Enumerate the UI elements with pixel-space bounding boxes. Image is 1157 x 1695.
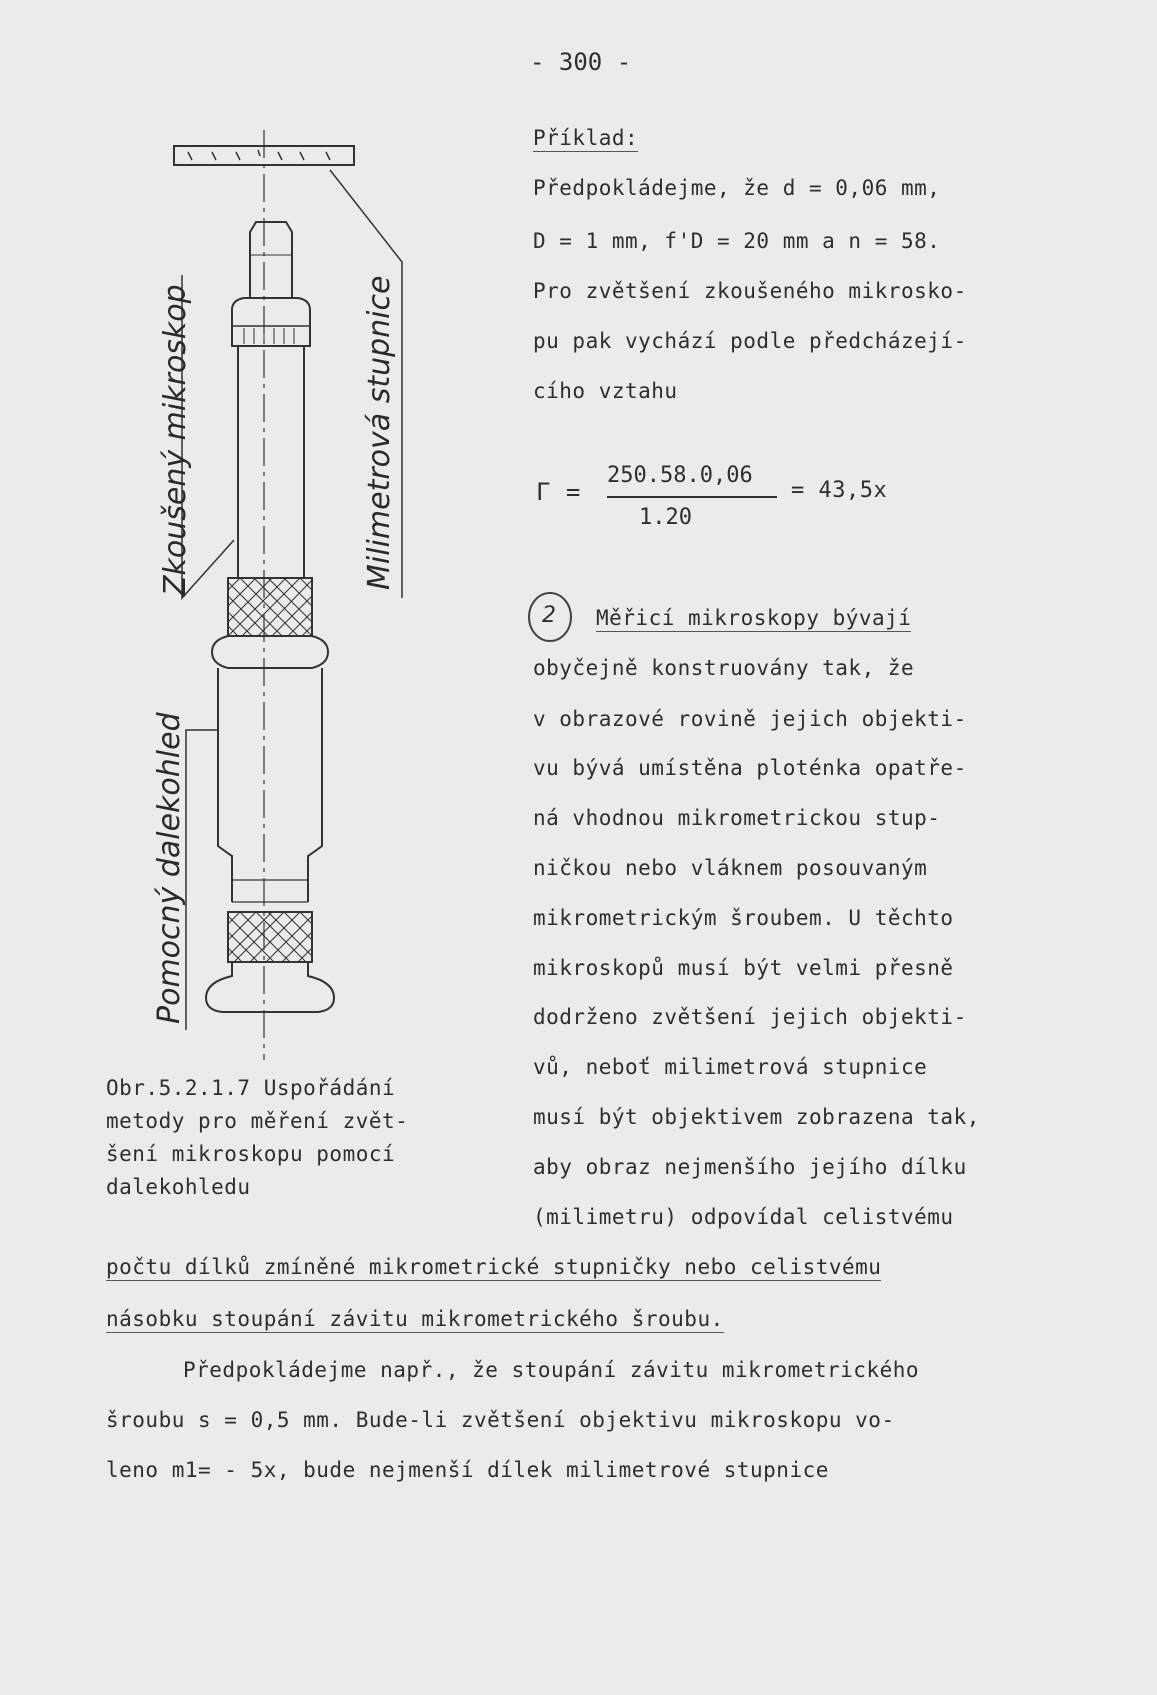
formula-numerator: 250.58.0,06: [607, 463, 753, 488]
paragraph-line: mikroskopů musí být velmi přesně: [533, 956, 954, 980]
label-auxiliary-telescope: Pomocný dalekohled: [152, 712, 187, 1024]
caption-line: dalekohledu: [106, 1175, 251, 1199]
paragraph-line: leno m1= - 5x, bude nejmenší dílek milimetrové stupnice: [106, 1458, 829, 1482]
example-line: cího vztahu: [533, 379, 678, 403]
paragraph-line: musí být objektivem zobrazena tak,: [533, 1105, 980, 1129]
paragraph-line: násobku stoupání závitu mikrometrického šroubu.: [106, 1307, 724, 1331]
example-line: Předpokládejme, že d = 0,06 mm,: [533, 176, 941, 200]
example-heading: Příklad:: [533, 126, 639, 150]
circled-number: 2: [542, 603, 557, 628]
caption-line: šení mikroskopu pomocí: [106, 1142, 396, 1166]
paragraph-line: dodrženo zvětšení jejich objekti-: [533, 1005, 967, 1029]
example-line: Pro zvětšení zkoušeného mikrosko-: [533, 279, 967, 303]
fraction-bar: [607, 496, 777, 498]
paragraph-line: ná vhodnou mikrometrickou stup-: [533, 806, 941, 830]
paragraph-line: vů, neboť milimetrová stupnice: [533, 1055, 928, 1079]
paragraph-line: v obrazové rovině jejich objekti-: [533, 707, 967, 731]
paragraph-line: aby obraz nejmenšího jejího dílku: [533, 1155, 967, 1179]
example-line: D = 1 mm, f'D = 20 mm a n = 58.: [533, 229, 941, 253]
paragraph-line: obyčejně konstruovány tak, že: [533, 656, 915, 680]
caption-line: Obr.5.2.1.7 Uspořádání: [106, 1076, 396, 1100]
page-number: - 300 -: [530, 48, 632, 76]
label-tested-microscope: Zkoušený mikroskop: [158, 284, 193, 596]
formula-lhs: Γ =: [536, 478, 581, 506]
paragraph-line: vu bývá umístěna ploténka opatře-: [533, 756, 967, 780]
label-millimeter-scale: Milimetrová stupnice: [362, 275, 397, 590]
paragraph-line: ničkou nebo vláknem posouvaným: [533, 856, 928, 880]
paragraph-line: šroubu s = 0,5 mm. Bude-li zvětšení objektivu mikroskopu vo-: [106, 1408, 895, 1432]
paragraph-line: mikrometrickým šroubem. U těchto: [533, 906, 954, 930]
paragraph-line: (milimetru) odpovídal celistvému: [533, 1205, 954, 1229]
formula-denominator: 1.20: [639, 505, 692, 530]
caption-line: metody pro měření zvět-: [106, 1109, 409, 1133]
figure-caption: [106, 1072, 408, 1204]
paragraph-line: počtu dílků zmíněné mikrometrické stupničky nebo celistvému: [106, 1255, 882, 1279]
example-line: pu pak vychází podle předcházejí-: [533, 329, 967, 353]
paragraph-line: Předpokládejme např., že stoupání závitu mikrometrického: [183, 1358, 920, 1382]
formula-result: = 43,5x: [791, 478, 888, 503]
paragraph-line: Měřicí mikroskopy bývají: [596, 606, 912, 630]
